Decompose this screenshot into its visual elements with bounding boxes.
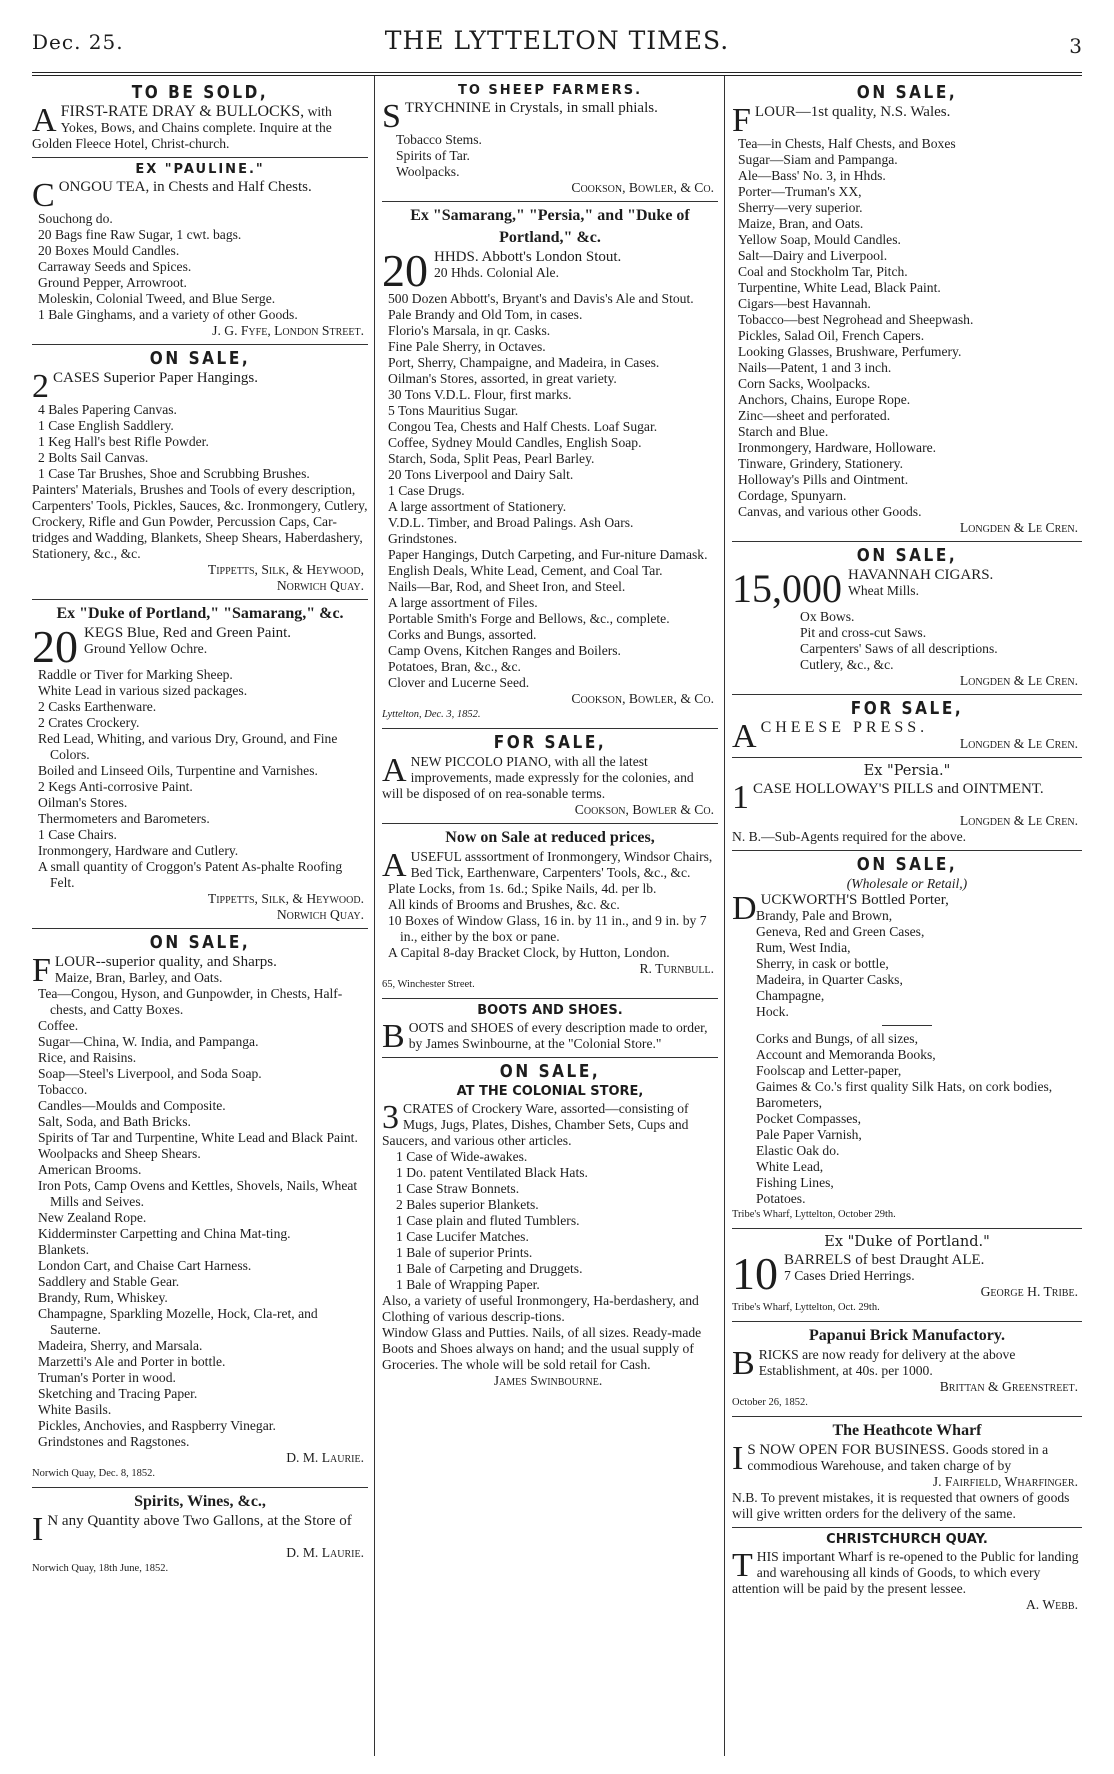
drop-cap: D bbox=[732, 890, 757, 927]
ad-colonial-store bbox=[382, 1058, 718, 1394]
list-item: Woolpacks and Sheep Shears. bbox=[38, 1146, 201, 1161]
list-item: Sherry—very superior. bbox=[738, 200, 863, 215]
ad-paint bbox=[32, 600, 368, 929]
list-item: Zinc—sheet and perforated. bbox=[738, 408, 891, 423]
list-item: Boiled and Linseed Oils, Turpentine and Varnishes. bbox=[38, 763, 318, 778]
list-item: Clover and Lucerne Seed. bbox=[388, 675, 530, 690]
ad-signature: D. M. Laurie. bbox=[286, 1545, 364, 1560]
list-item: A small quantity of Croggon's Patent As-phalte Roofing Felt. bbox=[38, 859, 343, 890]
drop-cap: A bbox=[382, 847, 407, 884]
ad-heading: ON SALE, bbox=[856, 854, 958, 875]
list-item: Sugar—China, W. India, and Pampanga. bbox=[38, 1034, 259, 1049]
drop-cap: A bbox=[32, 102, 57, 139]
ad-flour-longden bbox=[732, 79, 1082, 542]
list-item: Congou Tea, Chests and Half Chests. Loaf Sugar. bbox=[388, 419, 658, 434]
ad-signature: J. G. Fyfe, London Street. bbox=[212, 323, 364, 338]
ad-first-line: S NOW OPEN FOR BUSINESS. bbox=[747, 1442, 950, 1458]
ad-date: October 26, 1852. bbox=[732, 1397, 808, 1408]
list-item: 1 Bale of superior Prints. bbox=[396, 1245, 533, 1260]
list-item: Oilman's Stores, assorted, in great variety. bbox=[388, 371, 617, 386]
list-item: Rice, and Raisins. bbox=[38, 1050, 137, 1065]
ad-signature: Cookson, Bowler, & Co. bbox=[571, 691, 714, 706]
list-item: Carpenters' Saws of all descriptions. bbox=[800, 641, 998, 656]
list-item: Candles—Moulds and Composite. bbox=[38, 1098, 226, 1113]
list-item: Ox Bows. bbox=[800, 609, 855, 624]
ad-paragraph: Window Glass and Putties. Nails, of all sizes. Ready-made Boots and Shoes always on hand; and the usual supply of Groceries. The whole will be sold retail for Cash. bbox=[382, 1325, 702, 1372]
ad-first-line: UCKWORTH'S Bottled Porter, bbox=[760, 892, 949, 908]
ad-first-line: BARRELS of best Draught ALE. bbox=[784, 1252, 985, 1268]
list-item: Carraway Seeds and Spices. bbox=[38, 259, 192, 274]
list-item: Port, Sherry, Champaigne, and Madeira, in Cases. bbox=[388, 355, 660, 370]
big-number: 15,000 bbox=[732, 566, 842, 611]
ad-signature: George H. Tribe. bbox=[980, 1284, 1078, 1299]
list-item: Sherry, in cask or bottle, bbox=[756, 956, 889, 971]
column-divider-2 bbox=[724, 76, 725, 1756]
list-item: Looking Glasses, Brushware, Perfumery. bbox=[738, 344, 962, 359]
drop-cap: T bbox=[732, 1547, 753, 1584]
list-item: Nails—Bar, Rod, and Sheet Iron, and Steel. bbox=[388, 579, 626, 594]
ad-second-line: Maize, Bran, Barley, and Oats. bbox=[54, 970, 223, 985]
big-number: 20 bbox=[382, 245, 428, 296]
ad-signature: Tippetts, Silk, & Heywood. bbox=[207, 891, 364, 906]
ad-spirits bbox=[32, 1488, 368, 1582]
ad-cheese-press bbox=[732, 695, 1082, 758]
ad-signature: James Swinbourne. bbox=[493, 1373, 603, 1388]
list-item: Grindstones. bbox=[388, 531, 458, 546]
list-item: Tinware, Grindery, Stationery. bbox=[738, 456, 903, 471]
list-item: A large assortment of Stationery. bbox=[388, 499, 567, 514]
list-item: Camp Ovens, Kitchen Ranges and Boilers. bbox=[388, 643, 621, 658]
list-item: Tea—in Chests, Half Chests, and Boxes bbox=[738, 136, 956, 151]
list-item: Red Lead, Whiting, and various Dry, Ground, and Fine Colors. bbox=[38, 731, 338, 762]
list-item: Starch and Blue. bbox=[738, 424, 829, 439]
ad-heading: CHRISTCHURCH QUAY. bbox=[826, 1532, 988, 1547]
ad-signature: Longden & Le Cren. bbox=[959, 736, 1078, 751]
ad-duckworth bbox=[732, 851, 1082, 1229]
list-item: Thermometers and Barometers. bbox=[38, 811, 210, 826]
list-item: 1 Do. patent Ventilated Black Hats. bbox=[396, 1165, 588, 1180]
big-number: 20 bbox=[32, 621, 78, 672]
list-item: 1 Case English Saddlery. bbox=[38, 418, 174, 433]
list-item: Tobacco Stems. bbox=[396, 132, 482, 147]
list-item: Barometers, bbox=[756, 1095, 823, 1110]
list-item: Blankets. bbox=[38, 1242, 89, 1257]
ad-piano bbox=[382, 729, 718, 824]
ad-signature: D. M. Laurie. bbox=[286, 1450, 364, 1465]
list-item: Kidderminster Carpetting and China Mat-ting. bbox=[38, 1226, 291, 1241]
masthead bbox=[32, 24, 1082, 64]
ad-first-line: LOUR—1st quality, N.S. Wales. bbox=[754, 104, 951, 120]
list-item: New Zealand Rope. bbox=[38, 1210, 147, 1225]
list-item: Champagne, Sparkling Mozelle, Hock, Cla-ret, and Sauterne. bbox=[38, 1306, 318, 1337]
list-item: Portable Smith's Forge and Bellows, &c., complete. bbox=[388, 611, 670, 626]
list-item: Geneva, Red and Green Cases, bbox=[756, 924, 925, 939]
drop-cap: 1 bbox=[732, 779, 749, 816]
masthead-rule-2 bbox=[32, 75, 1082, 76]
list-item: Florio's Marsala, in qr. Casks. bbox=[388, 323, 551, 338]
drop-cap: I bbox=[732, 1440, 744, 1477]
list-item: Hock. bbox=[756, 1004, 789, 1019]
ad-subheading: (Wholesale or Retail,) bbox=[846, 876, 968, 891]
list-item: Fishing Lines, bbox=[756, 1175, 834, 1190]
ad-first-line: LOUR--superior quality, and Sharps. bbox=[54, 954, 277, 970]
list-item: Sketching and Tracing Paper. bbox=[38, 1386, 198, 1401]
ad-date: Lyttelton, Dec. 3, 1852. bbox=[382, 709, 481, 720]
ad-heading: FOR SALE, bbox=[850, 698, 964, 719]
ad-signature: Cookson, Bowler, & Co. bbox=[571, 180, 714, 195]
issue-date: Dec. 25. bbox=[32, 30, 124, 54]
list-item: Coffee. bbox=[38, 1018, 79, 1033]
list-item: Foolscap and Letter-paper, bbox=[756, 1063, 902, 1078]
ad-body: with Yokes, Bows, and Chains complete. Inquire at the Golden Fleece Hotel, Christ-church. bbox=[32, 104, 332, 151]
ad-date: Norwich Quay, 18th June, 1852. bbox=[32, 1563, 169, 1574]
drop-cap: I bbox=[32, 1511, 44, 1548]
list-item: Elastic Oak do. bbox=[756, 1143, 840, 1158]
list-item: Madeira, Sherry, and Marsala. bbox=[38, 1338, 203, 1353]
ad-first-line: CRATES of Crockery Ware, assorted—consisting of Mugs, Jugs, Plates, Dishes, Chamber Sets, Cups and Saucers, and various other articles. bbox=[382, 1101, 689, 1148]
ad-first-line: N any Quantity above Two Gallons, at the Store of bbox=[47, 1513, 352, 1529]
ad-first-line: CHEESE PRESS. bbox=[760, 719, 929, 736]
ad-address: Norwich Quay. bbox=[276, 578, 364, 593]
ad-cigars bbox=[732, 542, 1082, 695]
list-item: Porter—Truman's XX, bbox=[738, 184, 862, 199]
list-item: Coal and Stockholm Tar, Pitch. bbox=[738, 264, 908, 279]
ad-signature: Brittan & Greenstreet. bbox=[939, 1379, 1078, 1394]
ad-note: N. B.—Sub-Agents required for the above. bbox=[732, 829, 967, 844]
list-item: 1 Bale of Wrapping Paper. bbox=[396, 1277, 540, 1292]
list-item: 20 Boxes Mould Candles. bbox=[38, 243, 180, 258]
list-item: White Basils. bbox=[38, 1402, 112, 1417]
ad-heading: FOR SALE, bbox=[493, 732, 607, 753]
list-item: Anchors, Chains, Europe Rope. bbox=[738, 392, 911, 407]
list-item: Gaimes & Co.'s first quality Silk Hats, on cork bodies, bbox=[756, 1079, 1053, 1094]
ad-holloway bbox=[732, 758, 1082, 851]
list-item: Corks and Bungs, assorted. bbox=[388, 627, 537, 642]
list-item: Salt—Dairy and Liverpool. bbox=[738, 248, 888, 263]
ad-first-line: HHDS. Abbott's London Stout. bbox=[434, 249, 622, 265]
ad-heading: Papanui Brick Manufactory. bbox=[808, 1327, 1005, 1344]
list-item: Ale—Bass' No. 3, in Hhds. bbox=[738, 168, 886, 183]
list-item: 2 Bolts Sail Canvas. bbox=[38, 450, 149, 465]
ad-subheading: AT THE COLONIAL STORE, bbox=[456, 1084, 644, 1099]
list-item: 30 Tons V.D.L. Flour, first marks. bbox=[388, 387, 572, 402]
drop-cap: 2 bbox=[32, 368, 49, 405]
column-divider-1 bbox=[374, 76, 375, 1756]
ad-heading: Ex "Persia." bbox=[863, 763, 951, 779]
list-item: Cigars—best Havannah. bbox=[738, 296, 871, 311]
list-item: Iron Pots, Camp Ovens and Kettles, Shovels, Nails, Wheat Mills and Seives. bbox=[38, 1178, 358, 1209]
ad-title-line: FIRST-RATE DRAY & BULLOCKS, bbox=[60, 103, 305, 120]
ad-signature: Tippetts, Silk, & Heywood, bbox=[207, 562, 364, 577]
list-item: Truman's Porter in wood. bbox=[38, 1370, 176, 1385]
list-item: Tobacco. bbox=[38, 1082, 88, 1097]
ad-address: Norwich Quay. bbox=[276, 907, 364, 922]
ad-second-line: 20 Hhds. Colonial Ale. bbox=[434, 265, 559, 280]
list-item: Plate Locks, from 1s. 6d.; Spike Nails, 4d. per lb. bbox=[388, 881, 657, 896]
list-item: Holloway's Pills and Ointment. bbox=[738, 472, 909, 487]
ad-date: Tribe's Wharf, Lyttelton, Oct. 29th. bbox=[732, 1302, 880, 1313]
list-item: Paper Hangings, Dutch Carpeting, and Fur-niture Damask. bbox=[388, 547, 708, 562]
ad-signature: Longden & Le Cren. bbox=[959, 813, 1078, 828]
list-item: A large assortment of Files. bbox=[388, 595, 538, 610]
ad-date: 65, Winchester Street. bbox=[382, 979, 475, 990]
ad-date: Tribe's Wharf, Lyttelton, October 29th. bbox=[732, 1209, 896, 1220]
list-item: Salt, Soda, and Bath Bricks. bbox=[38, 1114, 191, 1129]
list-item: 20 Tons Liverpool and Dairy Salt. bbox=[388, 467, 574, 482]
ad-heading: ON SALE, bbox=[149, 348, 251, 369]
ad-heading: Now on Sale at reduced prices, bbox=[445, 829, 655, 846]
list-item: Coffee, Sydney Mould Candles, English Soap. bbox=[388, 435, 642, 450]
list-item: 4 Bales Papering Canvas. bbox=[38, 402, 177, 417]
list-item: V.D.L. Timber, and Broad Palings. Ash Oars. bbox=[388, 515, 634, 530]
drop-cap: F bbox=[732, 102, 751, 139]
list-item: Corks and Bungs, of all sizes, bbox=[756, 1031, 918, 1046]
list-item: Tea—Congou, Hyson, and Gunpowder, in Chests, Half-chests, and Catty Boxes. bbox=[38, 986, 343, 1017]
ad-signature: A. Webb. bbox=[1025, 1597, 1078, 1612]
list-item: 2 Kegs Anti-corrosive Paint. bbox=[38, 779, 193, 794]
big-number: 10 bbox=[732, 1248, 778, 1299]
column-1 bbox=[32, 79, 368, 1759]
list-item: Maize, Bran, and Oats. bbox=[738, 216, 864, 231]
ad-first-line: HIS important Wharf is re-opened to the Public for landing and warehousing all kinds of Goods, to which every attention will be paid by the present lessee. bbox=[732, 1549, 1079, 1596]
ad-first-line: KEGS Blue, Red and Green Paint. bbox=[84, 625, 292, 641]
list-item: Raddle or Tiver for Marking Sheep. bbox=[38, 667, 233, 682]
list-item: Corn Sacks, Woolpacks. bbox=[738, 376, 871, 391]
list-item: Pale Paper Varnish, bbox=[756, 1127, 862, 1142]
list-item: Pocket Compasses, bbox=[756, 1111, 861, 1126]
list-item: Yellow Soap, Mould Candles. bbox=[738, 232, 901, 247]
list-item: 2 Crates Crockery. bbox=[38, 715, 140, 730]
list-item: 5 Tons Mauritius Sugar. bbox=[388, 403, 519, 418]
ad-heading: ON SALE, bbox=[856, 545, 958, 566]
list-item: Saddlery and Stable Gear. bbox=[38, 1274, 180, 1289]
list-item: English Deals, White Lead, Cement, and Coal Tar. bbox=[388, 563, 663, 578]
ad-body: Goods stored in a commodious Warehouse, and taken charge of by bbox=[747, 1442, 1049, 1473]
ad-boots bbox=[382, 999, 718, 1058]
ad-second-line: 7 Cases Dried Herrings. bbox=[784, 1268, 915, 1283]
ad-heading: The Heathcote Wharf bbox=[832, 1422, 982, 1439]
ad-heading: Ex "Duke of Portland." bbox=[824, 1234, 990, 1250]
list-item: Madeira, in Quarter Casks, bbox=[756, 972, 903, 987]
ad-first-line: OOTS and SHOES of every description made to order, by James Swinbourne, at the "Colonial Store." bbox=[408, 1020, 708, 1051]
ad-christchurch-quay bbox=[732, 1528, 1082, 1618]
list-item: Spirits of Tar. bbox=[396, 148, 470, 163]
list-item: Potatoes. bbox=[756, 1191, 806, 1206]
list-item: All kinds of Brooms and Brushes, &c. &c. bbox=[388, 897, 620, 912]
ad-heading: TO SHEEP FARMERS. bbox=[457, 83, 643, 98]
list-item: Pale Brandy and Old Tom, in cases. bbox=[388, 307, 583, 322]
list-item: Brandy, Pale and Brown, bbox=[756, 908, 893, 923]
ad-paper-hangings bbox=[32, 345, 368, 600]
ad-second-line: Ground Yellow Ochre. bbox=[84, 641, 208, 656]
list-item: Moleskin, Colonial Tweed, and Blue Serge. bbox=[38, 291, 276, 306]
ad-reduced-prices bbox=[382, 824, 718, 999]
list-item: American Brooms. bbox=[38, 1162, 142, 1177]
ad-heading: BOOTS AND SHOES. bbox=[477, 1003, 623, 1018]
list-item: London Cart, and Chaise Cart Harness. bbox=[38, 1258, 252, 1273]
ad-heading: ON SALE, bbox=[149, 932, 251, 953]
ad-sheep-farmers bbox=[382, 79, 718, 202]
list-item: A Capital 8-day Bracket Clock, by Hutton, London. bbox=[388, 945, 670, 960]
list-item: Potatoes, Bran, &c., &c. bbox=[388, 659, 521, 674]
list-item: Tobacco—best Negrohead and Sheepwash. bbox=[738, 312, 974, 327]
ad-signature: J. Fairfield, Wharfinger. bbox=[932, 1474, 1078, 1489]
column-3 bbox=[732, 79, 1082, 1759]
list-item: White Lead, bbox=[756, 1159, 824, 1174]
ad-draught-ale bbox=[732, 1229, 1082, 1322]
list-item: 1 Case plain and fluted Tumblers. bbox=[396, 1213, 580, 1228]
ad-date: Norwich Quay, Dec. 8, 1852. bbox=[32, 1468, 155, 1479]
list-item: Rum, West India, bbox=[756, 940, 851, 955]
ad-heading: ON SALE, bbox=[856, 82, 958, 103]
list-item: Brandy, Rum, Whiskey. bbox=[38, 1290, 168, 1305]
ad-heading: Spirits, Wines, &c., bbox=[134, 1493, 266, 1510]
list-item: Pickles, Salad Oil, French Capers. bbox=[738, 328, 925, 343]
list-item: 1 Case Tar Brushes, Shoe and Scrubbing Brushes. bbox=[38, 466, 310, 481]
ad-first-line: NEW PICCOLO PIANO, with all the latest improvements, made expressly for the colonies, and will be disposed of on rea-sonable terms. bbox=[382, 754, 694, 801]
ad-first-line: CASES Superior Paper Hangings. bbox=[53, 370, 258, 386]
list-item: Souchong do. bbox=[38, 211, 113, 226]
list-item: Ironmongery, Hardware, Holloware. bbox=[738, 440, 937, 455]
page-number: 3 bbox=[1069, 34, 1082, 58]
list-item: Cordage, Spunyarn. bbox=[738, 488, 847, 503]
ad-signature: R. Turnbull. bbox=[639, 961, 714, 976]
ad-first-line: ONGOU TEA, in Chests and Half Chests. bbox=[58, 179, 312, 195]
list-item: 2 Bales superior Blankets. bbox=[396, 1197, 539, 1212]
list-item: Turpentine, White Lead, Black Paint. bbox=[738, 280, 941, 295]
ad-heading: Ex "Samarang," "Persia," and "Duke of Portland," &c. bbox=[410, 207, 690, 246]
ad-first-line: RICKS are now ready for delivery at the above Establishment, at 40s. per 1000. bbox=[758, 1347, 1016, 1378]
ad-pauline bbox=[32, 158, 368, 345]
short-divider bbox=[882, 1025, 932, 1026]
list-item: Soap—Steel's Liverpool, and Soda Soap. bbox=[38, 1066, 262, 1081]
newspaper-title: THE LYTTELTON TIMES. bbox=[384, 26, 730, 55]
drop-cap: S bbox=[382, 98, 401, 135]
ad-heathcote-wharf bbox=[732, 1417, 1082, 1528]
drop-cap: F bbox=[32, 952, 51, 989]
list-item: Pickles, Anchovies, and Raspberry Vinegar. bbox=[38, 1418, 276, 1433]
ad-brick bbox=[732, 1322, 1082, 1417]
ad-note: N.B. To prevent mistakes, it is requested that owners of goods will give written orders for the delivery of the same. bbox=[732, 1490, 1070, 1521]
ad-heading: EX "PAULINE." bbox=[135, 162, 265, 177]
ad-heading: TO BE SOLD, bbox=[131, 82, 269, 103]
ad-paragraph: Painters' Materials, Brushes and Tools of every description, Carpenters' Tools, Pickles, Sauces, &c. Ironmongery, Cutlery, Crockery, Rifle and Gun Powder, Percussion Caps, Car-tridges and Wadding, Blankets, Sheep Shears, Haberdashery, Stationery, &c., &c. bbox=[32, 482, 368, 561]
list-item: Account and Memoranda Books, bbox=[756, 1047, 936, 1062]
list-item: Starch, Soda, Split Peas, Pearl Barley. bbox=[388, 451, 595, 466]
ad-stout bbox=[382, 202, 718, 729]
list-item: Oilman's Stores. bbox=[38, 795, 128, 810]
ad-signature: Cookson, Bowler & Co. bbox=[574, 802, 714, 817]
ad-heading: ON SALE, bbox=[499, 1061, 601, 1082]
list-item: Sugar—Siam and Pampanga. bbox=[738, 152, 898, 167]
list-item: Ground Pepper, Arrowroot. bbox=[38, 275, 187, 290]
column-2 bbox=[382, 79, 718, 1759]
ad-heading: Ex "Duke of Portland," "Samarang," &c. bbox=[56, 605, 344, 622]
list-item: 10 Boxes of Window Glass, 16 in. by 11 in., and 9 in. by 7 in., either by the box or pane. bbox=[388, 913, 707, 944]
drop-cap: 3 bbox=[382, 1099, 399, 1136]
list-item: Ironmongery, Hardware and Cutlery. bbox=[38, 843, 239, 858]
list-item: Canvas, and various other Goods. bbox=[738, 504, 922, 519]
list-item: White Lead in various sized packages. bbox=[38, 683, 248, 698]
ad-paragraph: Also, a variety of useful Ironmongery, Ha-berdashery, and Clothing of various descrip-tions. bbox=[382, 1293, 699, 1324]
drop-cap: B bbox=[732, 1345, 755, 1382]
drop-cap: B bbox=[382, 1018, 405, 1055]
list-item: 500 Dozen Abbott's, Bryant's and Davis's Ale and Stout. bbox=[388, 291, 694, 306]
ad-first-line: CASE HOLLOWAY'S PILLS and OINTMENT. bbox=[753, 781, 1044, 797]
ad-first-line: HAVANNAH CIGARS. bbox=[848, 567, 994, 583]
list-item: 1 Bale of Carpeting and Druggets. bbox=[396, 1261, 583, 1276]
ad-second-line: Wheat Mills. bbox=[848, 583, 919, 598]
ad-dray bbox=[32, 79, 368, 158]
list-item: 1 Case Drugs. bbox=[388, 483, 465, 498]
list-item: Fine Pale Sherry, in Octaves. bbox=[388, 339, 546, 354]
ad-signature: Longden & Le Cren. bbox=[959, 520, 1078, 535]
list-item: Marzetti's Ale and Porter in bottle. bbox=[38, 1354, 226, 1369]
list-item: 20 Bags fine Raw Sugar, 1 cwt. bags. bbox=[38, 227, 242, 242]
drop-cap: A bbox=[732, 718, 757, 755]
list-item: 1 Case of Wide-awakes. bbox=[396, 1149, 528, 1164]
list-item: 1 Case Chairs. bbox=[38, 827, 117, 842]
list-item: Grindstones and Ragstones. bbox=[38, 1434, 190, 1449]
list-item: Pit and cross-cut Saws. bbox=[800, 625, 927, 640]
ad-flour-laurie bbox=[32, 929, 368, 1488]
drop-cap: C bbox=[32, 177, 55, 214]
list-item: 1 Keg Hall's best Rifle Powder. bbox=[38, 434, 209, 449]
drop-cap: A bbox=[382, 752, 407, 789]
ad-first-line: TRYCHNINE in Crystals, in small phials. bbox=[404, 100, 658, 116]
masthead-rule bbox=[32, 72, 1082, 73]
list-item: 2 Casks Earthenware. bbox=[38, 699, 157, 714]
list-item: 1 Bale Ginghams, and a variety of other Goods. bbox=[38, 307, 298, 322]
list-item: Champagne, bbox=[756, 988, 825, 1003]
list-item: 1 Case Lucifer Matches. bbox=[396, 1229, 529, 1244]
ad-first-line: USEFUL asssortment of Ironmongery, Windsor Chairs, Bed Tick, Earthenware, Carpenters' Tools, &c., &c. bbox=[410, 849, 713, 880]
ad-signature: Longden & Le Cren. bbox=[959, 673, 1078, 688]
list-item: Woolpacks. bbox=[396, 164, 460, 179]
list-item: Cutlery, &c., &c. bbox=[800, 657, 894, 672]
list-item: Nails—Patent, 1 and 3 inch. bbox=[738, 360, 892, 375]
list-item: Spirits of Tar and Turpentine, White Lead and Black Paint. bbox=[38, 1130, 358, 1145]
list-item: 1 Case Straw Bonnets. bbox=[396, 1181, 520, 1196]
